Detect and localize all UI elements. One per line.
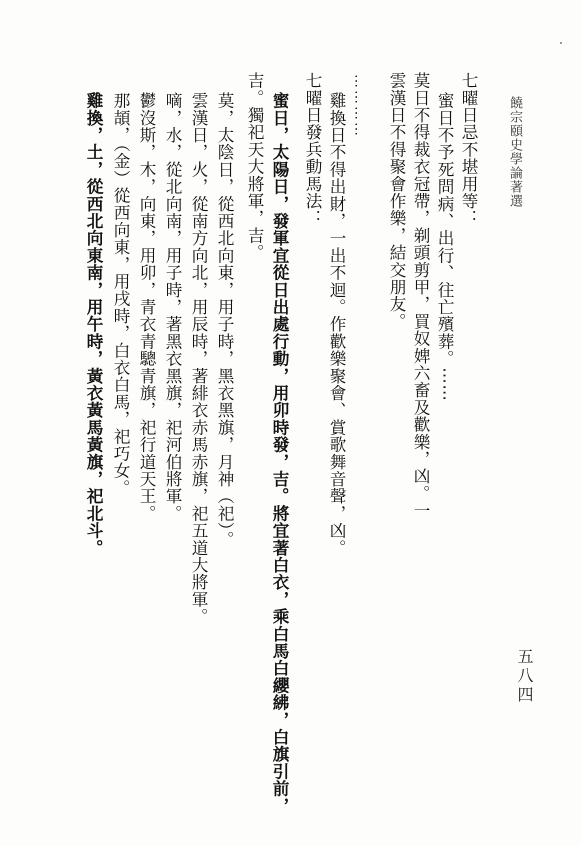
- text-column-11: 雲漢日，火，從南方向北，用辰時，著緋衣赤馬赤旗，祀五道大將軍。: [189, 92, 208, 626]
- text-column-9: 吉。獨祀天大將軍，吉。: [245, 72, 264, 262]
- text-column-10: 莫，太陰日，從西北向東，用子時，黑衣黑旗，月神（祀）。: [215, 92, 234, 549]
- text-column-12: 嘀，水，從北向南，用子時，著黑衣黑旗，祀河伯將軍。: [163, 92, 182, 522]
- text-column-1: 七曜日忌不堪用等：: [459, 72, 478, 227]
- text-column-15: 雞換，土，從西北向東南，用午時，黃衣黃馬黃旗，祀北斗。: [84, 92, 104, 557]
- text-column-4: 雲漢日不得聚會作樂，結交朋友。: [387, 72, 406, 330]
- text-column-2: 蜜日不予死問病、出行、往亡殯葬。⋯⋯: [435, 92, 454, 402]
- page-number: 五八四: [515, 648, 534, 705]
- text-column-8: 蜜日，太陽日，發軍宜從日出處行動，用卯時發，吉。將宜著白衣，乘白馬白纓紼，白旗引前，: [270, 92, 290, 815]
- text-column-7: 七曜日發兵動馬法：: [303, 72, 322, 227]
- text-column-13: 鬱沒斯，木，向東，用卯，青衣青驄青旗，祀行道天王。: [137, 92, 156, 522]
- text-column-6: 雞換日不得出財，一出不迴。作歡樂聚會、賞歌舞音聲，凶。: [327, 92, 346, 557]
- ellipsis-line: ⋯⋯⋯⋯: [348, 74, 364, 138]
- running-header: 饒宗頤史學論著選: [507, 96, 522, 208]
- text-column-3: 莫日不得裁衣冠帶，剃頭剪甲，買奴婢六畜及歡樂，凶。一: [411, 72, 430, 520]
- text-column-14: 那頡，（金）從西向東，用戌時，白衣白馬，祀巧女。: [111, 92, 130, 497]
- scan-mark: [560, 42, 562, 44]
